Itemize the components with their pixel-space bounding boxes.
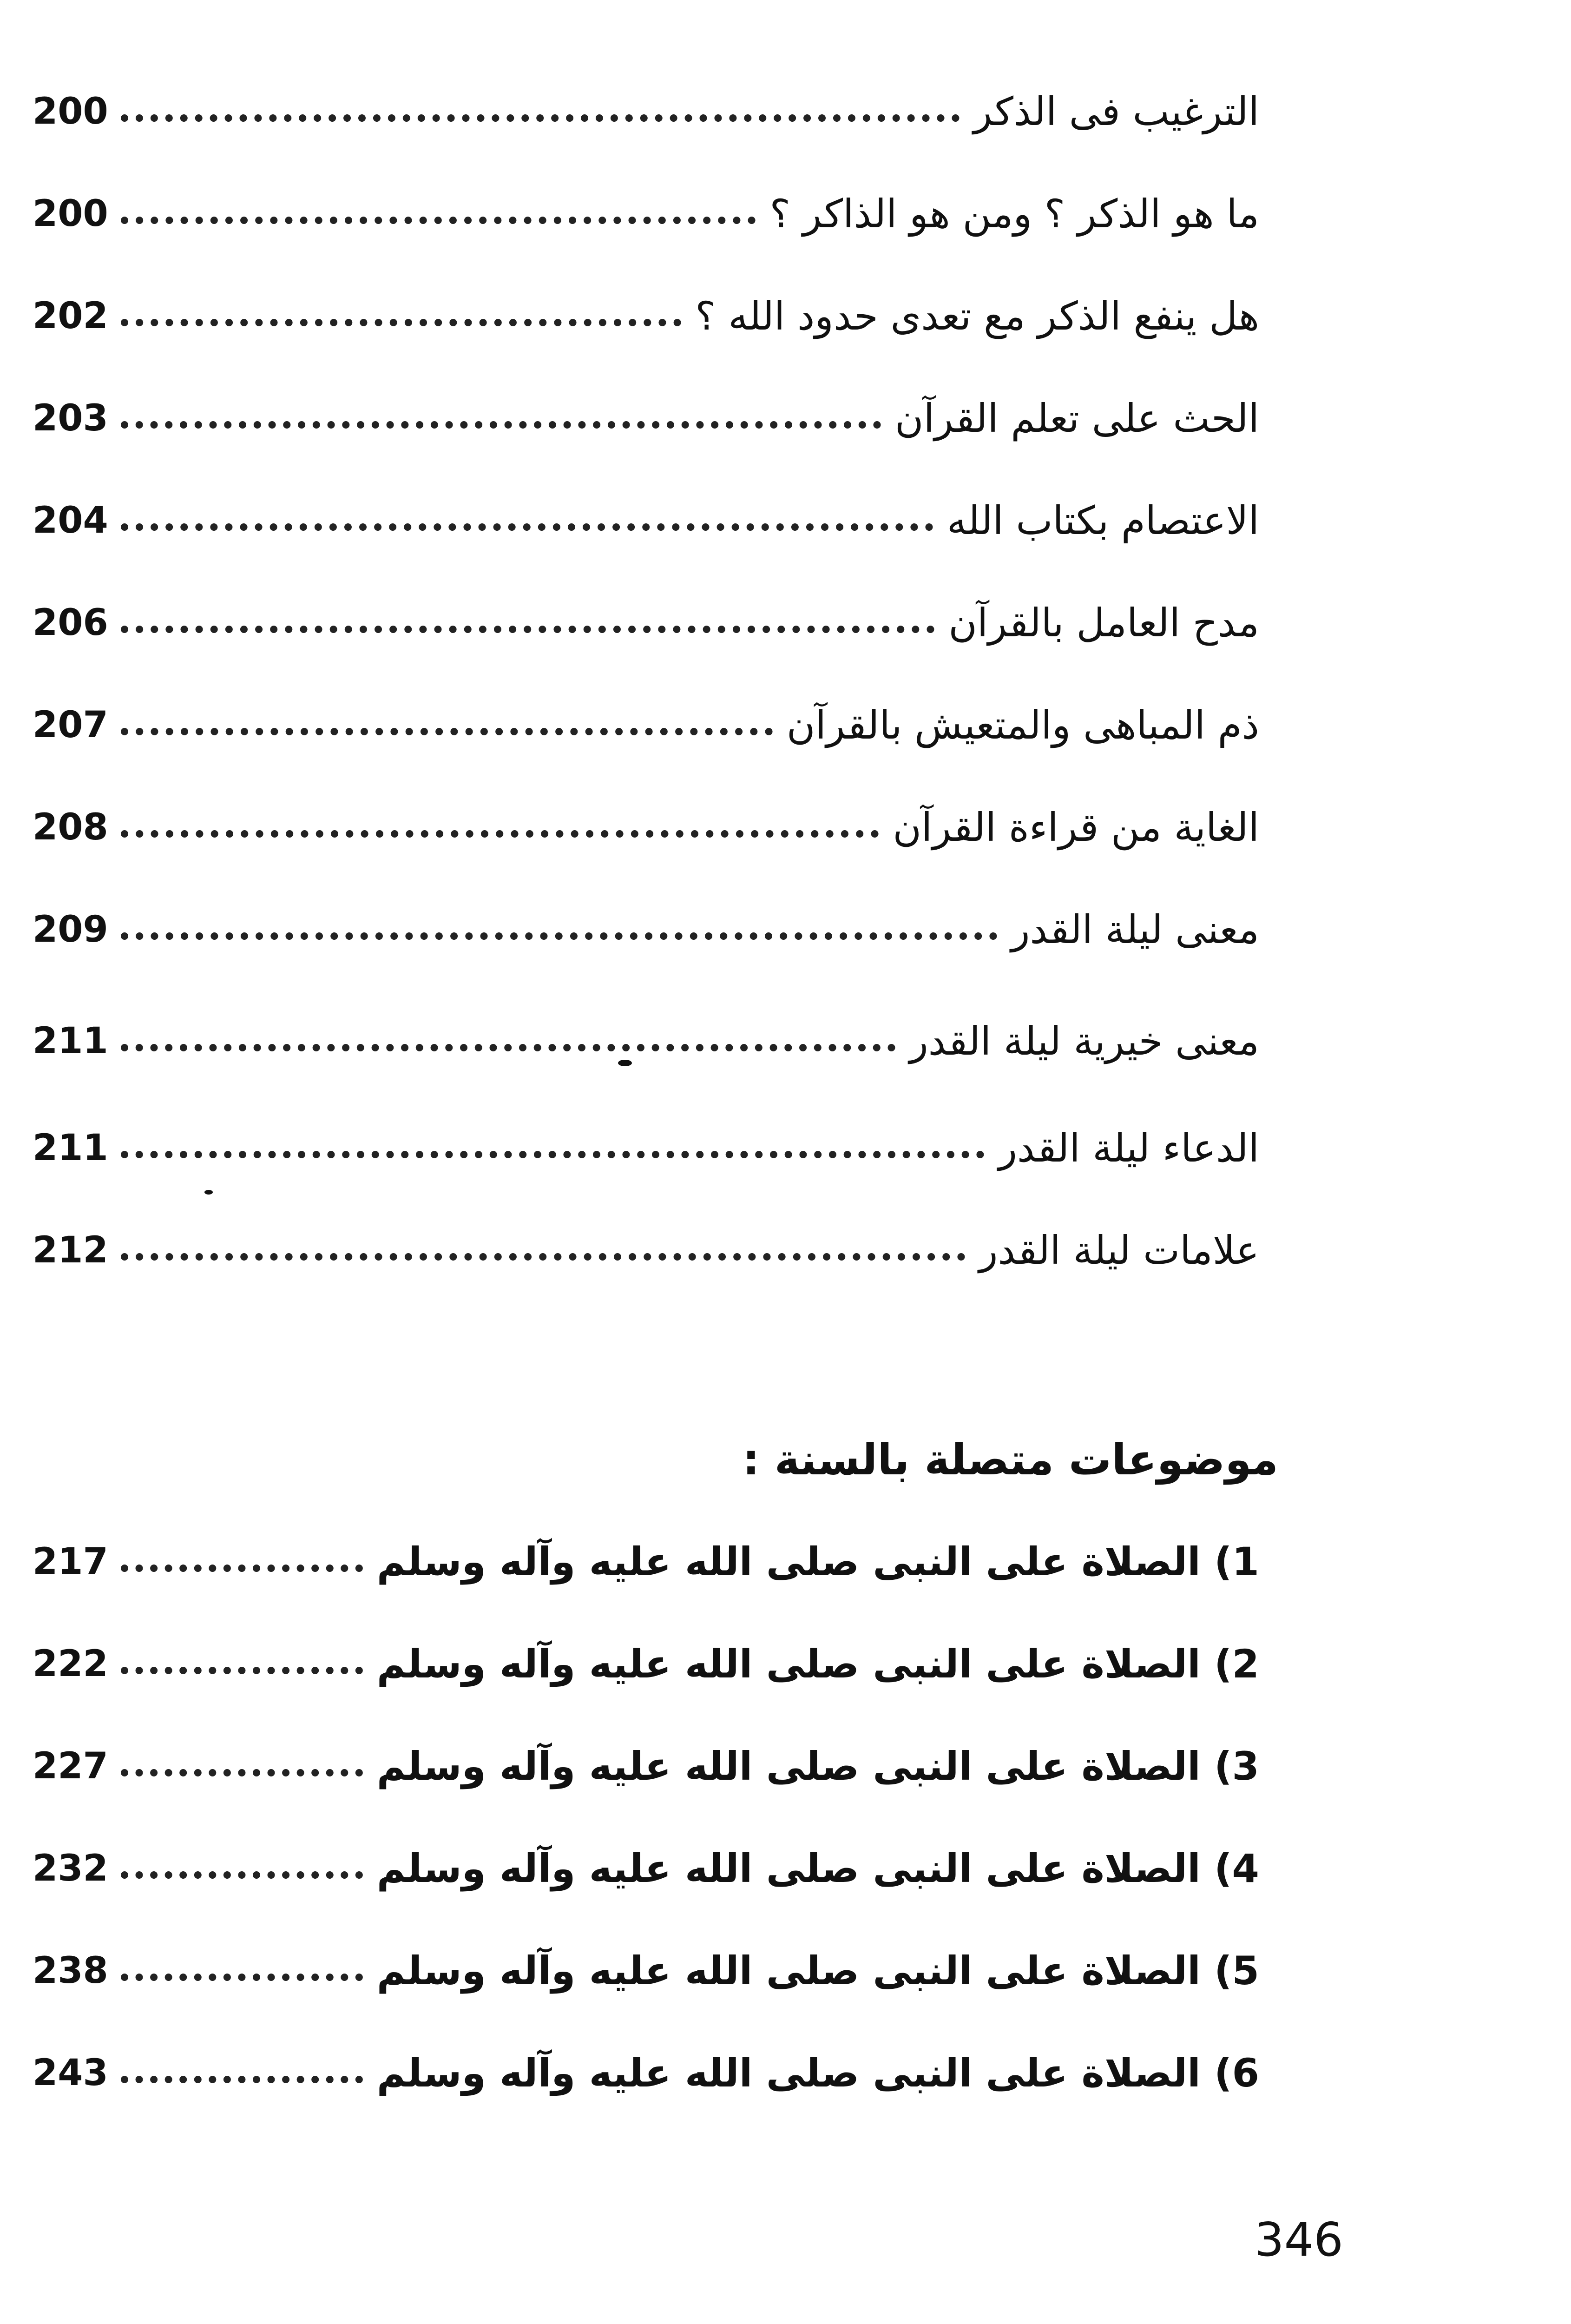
page-number: 211 [33,1127,108,1169]
dot-leader [121,1044,895,1051]
toc-entry [33,995,1259,1088]
toc-entry [33,270,1259,363]
entry-title: علامات ليلة القدر [979,1228,1259,1273]
page-number: 212 [33,1229,108,1271]
entry-title: الدعاء ليلة القدر [998,1125,1259,1171]
page-number: 227 [33,1745,108,1787]
entry-title: الترغيب فى الذكر [973,89,1259,134]
dot-leader [121,626,934,633]
dot-leader [121,1769,363,1776]
toc-entry [33,1822,1259,1915]
entry-title: ما هو الذكر ؟ ومن هو الذاكر ؟ [769,191,1259,237]
dot-leader [121,1871,363,1879]
toc-entry [33,65,1259,158]
page-number: 200 [33,91,108,132]
entry-title: الاعتصام بكتاب الله [947,498,1259,543]
entry-title: 3) الصلاة على النبى صلى الله عليه وآله وسلم [376,1743,1259,1789]
dot-leader [121,1565,363,1572]
entry-title: معنى خيرية ليلة القدر [909,1018,1259,1064]
page-number: 204 [33,500,108,541]
dot-leader [121,1253,965,1261]
dot-leader [121,319,681,326]
entry-title: هل ينفع الذكر مع تعدى حدود الله ؟ [695,293,1259,339]
toc-entry [33,576,1259,669]
toc-entry [33,1924,1259,2017]
page-number: 238 [33,1950,108,1992]
entry-title: ذم المباهى والمتعيش بالقرآن [786,702,1259,748]
entry-title: 4) الصلاة على النبى صلى الله عليه وآله وسلم [376,1846,1259,1891]
dot-leader [121,421,881,429]
toc-entry [33,1102,1259,1195]
page-number: 206 [33,602,108,644]
dot-leader [121,114,960,122]
entry-title: مدح العامل بالقرآن [948,600,1259,646]
dot-leader [121,2076,363,2083]
entry-title: الحث على تعلم القرآن [894,396,1259,441]
dot-leader [121,830,879,838]
toc-entry [33,1204,1259,1297]
toc-entry [33,1720,1259,1813]
scan-speck [618,1060,632,1066]
toc-entry [33,372,1259,465]
folio-page-number: 346 [1255,2212,1343,2267]
dot-leader [121,932,997,940]
page-number: 208 [33,806,108,848]
toc-entry [33,1515,1259,1608]
dot-leader [121,217,756,224]
page-number: 202 [33,295,108,337]
page-number: 207 [33,704,108,746]
entry-title: الغاية من قراءة القرآن [893,805,1259,850]
page-number: 217 [33,1541,108,1583]
page-number: 211 [33,1020,108,1062]
entry-title: 2) الصلاة على النبى صلى الله عليه وآله وسلم [376,1641,1259,1687]
dot-leader [121,728,773,735]
toc-entry [33,474,1259,567]
page-number: 209 [33,909,108,951]
page-number: 222 [33,1643,108,1685]
toc-entry [33,883,1259,976]
dot-leader [121,1151,984,1158]
table-of-contents [33,0,1259,2138]
entry-title: 6) الصلاة على النبى صلى الله عليه وآله وسلم [376,2050,1259,2096]
toc-entry [33,781,1259,874]
page-number: 243 [33,2052,108,2094]
entry-title: 1) الصلاة على النبى صلى الله عليه وآله وسلم [376,1539,1259,1585]
page-number: 203 [33,397,108,439]
entry-title: معنى ليلة القدر [1011,907,1259,952]
scan-speck [204,1190,213,1195]
entry-title: 5) الصلاة على النبى صلى الله عليه وآله وسلم [376,1948,1259,1994]
toc-entry [33,2027,1259,2119]
page-number: 232 [33,1848,108,1889]
dot-leader [121,1667,363,1674]
dot-leader [121,1974,363,1981]
toc-entry [33,679,1259,772]
dot-leader [121,523,933,531]
section-heading: موضوعات متصلة بالسنة : [742,1434,1278,1485]
toc-entry [33,1618,1259,1710]
toc-entry [33,167,1259,260]
page-number: 200 [33,193,108,235]
